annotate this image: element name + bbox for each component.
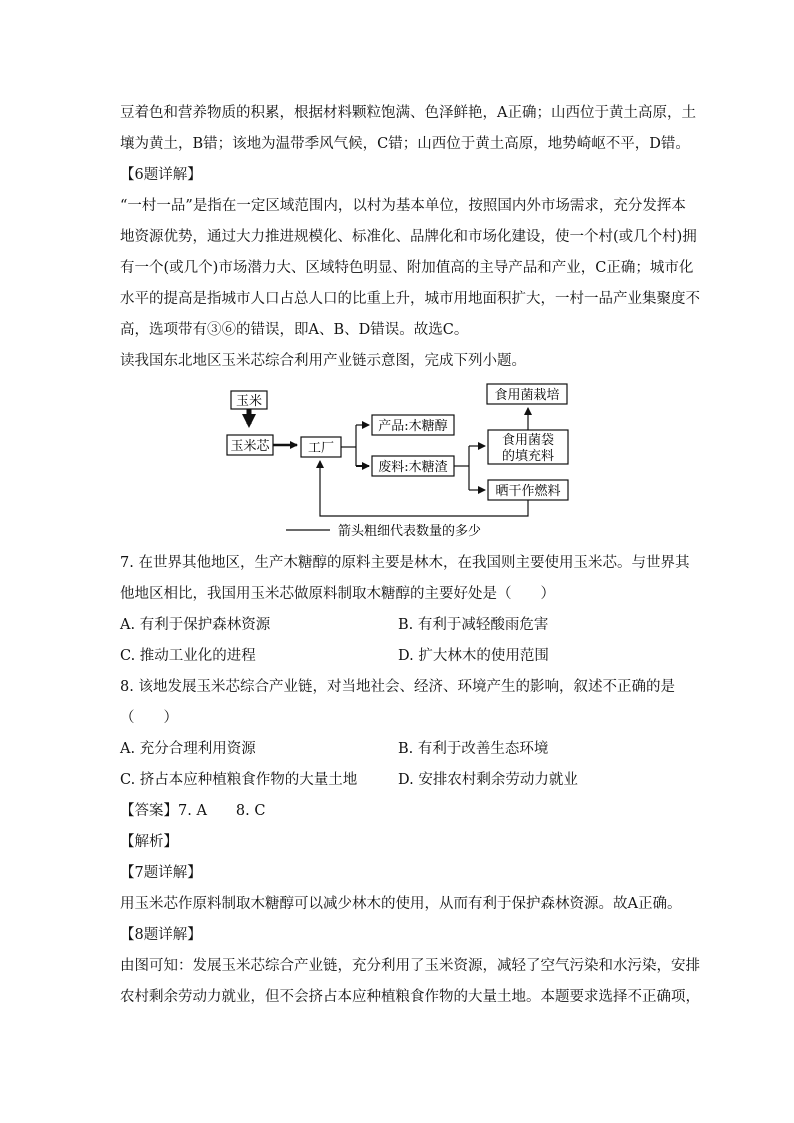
paragraph-line: 壤为黄土，B错；该地为温带季风气候，C错；山西位于黄土高原，地势崎岖不平，D错。 bbox=[120, 136, 690, 152]
fungus-bag-label-line1: 食用菌袋 bbox=[501, 433, 555, 448]
corncob-industry-chain-diagram bbox=[0, 0, 794, 560]
fungus-culture-label: 食用菌栽培 bbox=[494, 388, 560, 403]
paragraph-line: “一村一品”是指在一定区域范围内，以村为基本单位，按照国内外市场需求，充分发挥本 bbox=[120, 198, 686, 214]
q7-detail-text: 用玉米芯作原料制取木糖醇可以减少林木的使用，从而有利于保护森林资源。故A正确。 bbox=[120, 896, 682, 912]
paragraph-line: 水平的提高是指城市人口占总人口的比重上升，城市用地面积扩大，一村一品产业集聚度不 bbox=[120, 291, 700, 307]
question-8-stem: 8. 该地发展玉米芯综合产业链，对当地社会、经济、环境产生的影响，叙述不正确的是 bbox=[120, 679, 675, 695]
corncob-label: 玉米芯 bbox=[230, 439, 270, 454]
fuel-label: 晒干作燃料 bbox=[495, 484, 561, 499]
paragraph-line: 读我国东北地区玉米芯综合利用产业链示意图，完成下列小题。 bbox=[120, 353, 526, 369]
q7-detail-heading: 【7题详解】 bbox=[120, 865, 202, 881]
paragraph-line: 豆着色和营养物质的积累，根据材料颗粒饱满、色泽鲜艳，A正确；山西位于黄土高原，土 bbox=[120, 105, 696, 121]
waste-label: 废料:木糖渣 bbox=[378, 460, 448, 475]
q8-option-a: A. 充分合理利用资源 bbox=[120, 741, 256, 757]
paragraph-line: 地资源优势，通过大力推进规模化、标准化、品牌化和市场化建设，使一个村(或几个村)拥 bbox=[120, 229, 697, 245]
q8-detail-text: 由图可知：发展玉米芯综合产业链，充分利用了玉米资源，减轻了空气污染和水污染，安排 bbox=[120, 958, 700, 974]
question-8-stem: （ ） bbox=[120, 710, 178, 726]
question-7-stem: 他地区相比，我国用玉米芯做原料制取木糖醇的主要好处是（ ） bbox=[120, 586, 555, 602]
q7-option-a: A. 有利于保护森林资源 bbox=[120, 617, 271, 633]
q8-detail-heading: 【8题详解】 bbox=[120, 927, 202, 943]
q8-option-d: D. 安排农村剩余劳动力就业 bbox=[398, 772, 578, 788]
product-label: 产品:木糖醇 bbox=[378, 419, 448, 434]
q7-option-d: D. 扩大林木的使用范围 bbox=[398, 648, 549, 664]
q7-option-c: C. 推动工业化的进程 bbox=[120, 648, 256, 664]
factory-label: 工厂 bbox=[307, 441, 335, 456]
legend-text: 箭头粗细代表数量的多少 bbox=[338, 524, 482, 539]
q8-option-c: C. 挤占本应种植粮食作物的大量土地 bbox=[120, 772, 358, 788]
paragraph-line: 有一个(或几个)市场潜力大、区域特色明显、附加值高的主导产品和产业，C正确；城市化 bbox=[120, 260, 694, 276]
analysis-heading: 【解析】 bbox=[120, 834, 178, 850]
paragraph-line: 高，选项带有③⑥的错误，即A、B、D错误。故选C。 bbox=[120, 322, 469, 338]
q7-option-b: B. 有利于减轻酸雨危害 bbox=[398, 617, 549, 633]
fungus-bag-label-line2: 的填充料 bbox=[501, 449, 555, 464]
question-7-stem: 7. 在世界其他地区，生产木糖醇的原料主要是林木，在我国则主要使用玉米芯。与世界其 bbox=[120, 555, 690, 571]
answer-line: 【答案】7. A 8. C bbox=[120, 803, 266, 819]
section-heading: 【6题详解】 bbox=[120, 167, 202, 183]
q8-detail-text: 农村剩余劳动力就业，但不会挤占本应种植粮食作物的大量土地。本题要求选择不正确项， bbox=[120, 989, 700, 1005]
q8-option-b: B. 有利于改善生态环境 bbox=[398, 741, 549, 757]
corn-label: 玉米 bbox=[235, 394, 263, 409]
